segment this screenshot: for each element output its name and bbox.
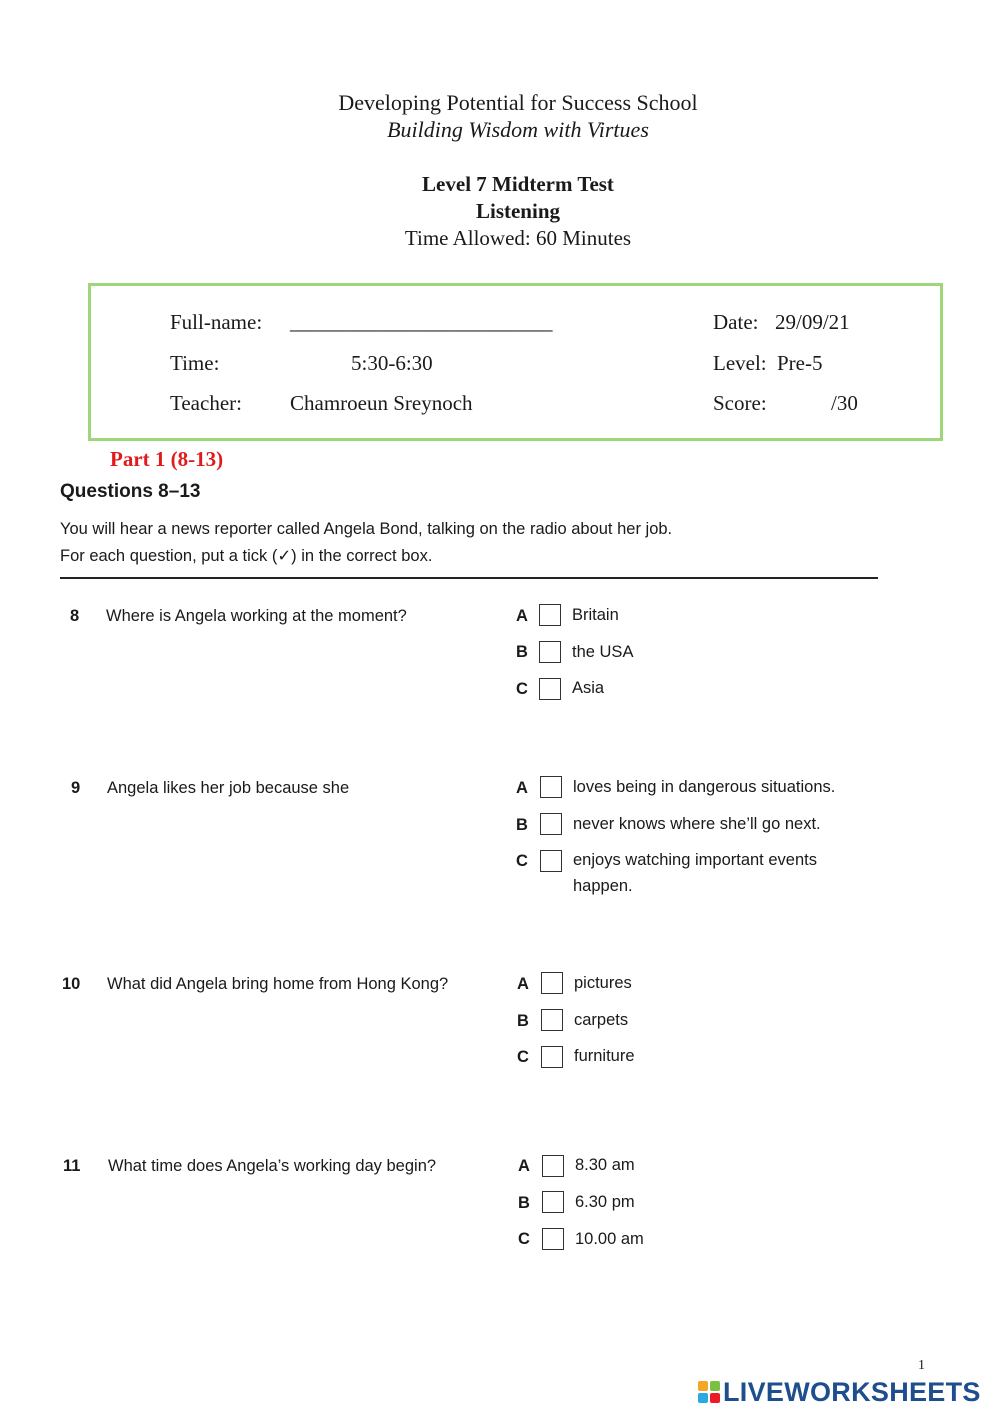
option-letter: C	[517, 1048, 529, 1066]
answer-checkbox[interactable]	[540, 850, 562, 872]
answer-checkbox[interactable]	[541, 1009, 563, 1031]
option-letter: A	[516, 779, 528, 797]
option-text: never knows where she’ll go next.	[573, 815, 821, 833]
section-divider	[60, 577, 878, 579]
time-allowed: Time Allowed: 60 Minutes	[404, 226, 632, 250]
instruction-line: You will hear a news reporter called Angela Bond, talking on the radio about her job.	[60, 520, 673, 538]
option-text: furniture	[574, 1047, 635, 1065]
answer-checkbox[interactable]	[541, 972, 563, 994]
time-value: 5:30-6:30	[351, 351, 433, 375]
answer-checkbox[interactable]	[542, 1228, 564, 1250]
logo-text: LIVEWORKSHEETS	[723, 1376, 981, 1407]
level-value: Pre-5	[777, 351, 823, 375]
level-label: Level:	[713, 351, 767, 375]
fullname-label: Full-name:	[170, 310, 263, 334]
option-letter: A	[517, 975, 529, 993]
answer-checkbox[interactable]	[542, 1191, 564, 1213]
answer-checkbox[interactable]	[540, 776, 562, 798]
option-letter: A	[516, 607, 528, 625]
teacher-value: Chamroeun Sreynoch	[290, 391, 473, 415]
option-text: Asia	[572, 679, 605, 697]
answer-checkbox[interactable]	[539, 641, 561, 663]
option-letter: B	[516, 643, 528, 661]
questions-heading: Questions 8–13	[60, 481, 201, 502]
question-number: 8	[70, 607, 80, 625]
option-letter: C	[516, 680, 528, 698]
option-text: pictures	[574, 974, 632, 992]
answer-checkbox[interactable]	[539, 604, 561, 626]
question-number: 11	[63, 1157, 81, 1175]
option-letter: C	[518, 1230, 530, 1248]
option-text: 8.30 am	[575, 1156, 635, 1174]
time-label: Time:	[170, 351, 220, 375]
answer-checkbox[interactable]	[541, 1046, 563, 1068]
question-text: What time does Angela’s working day begin?	[108, 1157, 437, 1175]
option-text: loves being in dangerous situations.	[573, 778, 836, 796]
option-letter: B	[518, 1194, 530, 1212]
school-name: Developing Potential for Success School	[338, 90, 698, 115]
logo-grid-icon	[698, 1381, 720, 1403]
school-motto: Building Wisdom with Virtues	[387, 117, 649, 142]
option-text: 10.00 am	[575, 1230, 644, 1248]
answer-checkbox[interactable]	[539, 678, 561, 700]
page-number: 1	[918, 1358, 925, 1373]
teacher-label: Teacher:	[170, 391, 242, 415]
option-text: carpets	[574, 1011, 629, 1029]
option-text: 6.30 pm	[575, 1193, 635, 1211]
question-number: 9	[71, 779, 81, 797]
date-value: 29/09/21	[775, 310, 850, 334]
liveworksheets-logo[interactable]	[698, 1377, 981, 1407]
date-label: Date:	[713, 310, 759, 334]
answer-checkbox[interactable]	[540, 813, 562, 835]
option-text: enjoys watching important events happen.	[573, 851, 817, 895]
part-label: Part 1 (8-13)	[110, 447, 224, 471]
option-letter: B	[516, 816, 528, 834]
question-text: What did Angela bring home from Hong Kong?	[107, 975, 449, 993]
score-label: Score:	[713, 391, 767, 415]
student-info-box	[88, 283, 943, 441]
fullname-field[interactable]: _________________________	[290, 310, 553, 334]
test-subject: Listening	[475, 199, 561, 223]
option-text: the USA	[572, 643, 634, 661]
question-text: Angela likes her job because she	[107, 779, 350, 797]
answer-checkbox[interactable]	[542, 1155, 564, 1177]
question-number: 10	[62, 975, 81, 993]
option-text: Britain	[572, 606, 619, 624]
test-title: Level 7 Midterm Test	[422, 172, 614, 196]
option-letter: A	[518, 1157, 530, 1175]
option-letter: B	[517, 1012, 529, 1030]
question-text: Where is Angela working at the moment?	[106, 607, 407, 625]
option-letter: C	[516, 852, 528, 870]
instruction-line: For each question, put a tick (✓) in the correct box.	[60, 547, 433, 565]
score-value[interactable]: /30	[831, 391, 858, 415]
